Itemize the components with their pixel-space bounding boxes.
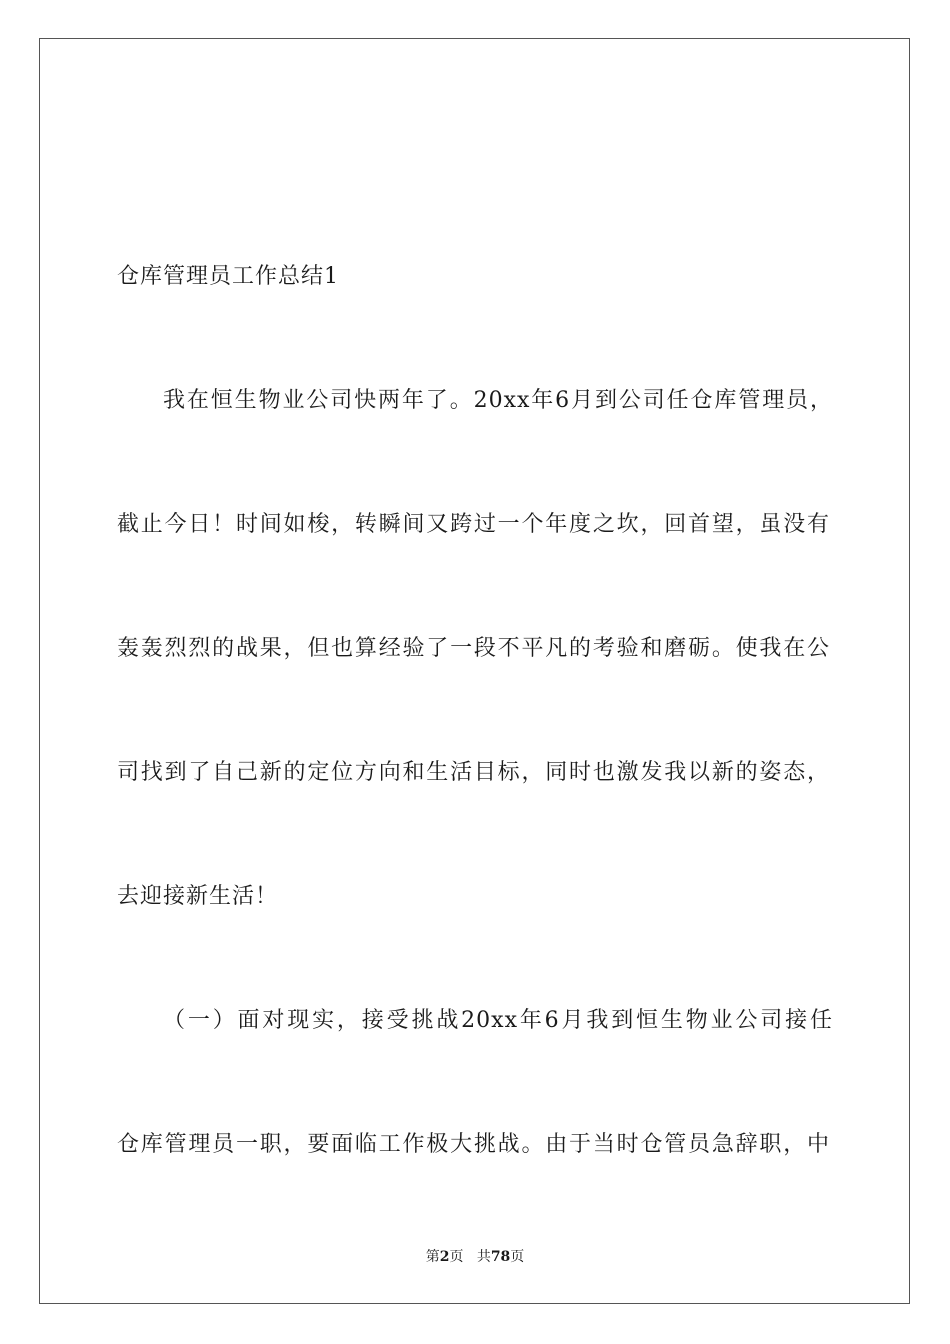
footer-page-total: 78 xyxy=(490,1249,511,1265)
paragraph-2-line-1: （一）面对现实，接受挑战20xx年6月我到恒生物业公司接任 xyxy=(163,1008,833,1033)
footer-total-prefix: 共 xyxy=(476,1249,491,1265)
document-title: 仓库管理员工作总结1 xyxy=(117,264,339,289)
page-border xyxy=(39,38,910,1304)
footer-total-suffix: 页 xyxy=(510,1249,525,1265)
paragraph-1-line-2: 截止今日！时间如梭，转瞬间又跨过一个年度之坎，回首望，虽没有 xyxy=(117,512,830,537)
paragraph-1-line-5: 去迎接新生活！ xyxy=(117,884,279,909)
footer-page-prefix: 第 xyxy=(425,1249,440,1265)
footer-page-current: 2 xyxy=(439,1249,450,1265)
footer-page-suffix: 页 xyxy=(449,1249,464,1265)
paragraph-1-line-4: 司找到了自己新的定位方向和生活目标，同时也激发我以新的姿态， xyxy=(117,760,830,785)
paragraph-1-line-1: 我在恒生物业公司快两年了。20xx年6月到公司任仓库管理员， xyxy=(163,388,833,413)
paragraph-2-line-2: 仓库管理员一职，要面临工作极大挑战。由于当时仓管员急辞职，中 xyxy=(117,1132,830,1157)
page-footer xyxy=(0,1248,950,1266)
paragraph-1-line-3: 轰轰烈烈的战果，但也算经验了一段不平凡的考验和磨砺。使我在公 xyxy=(117,636,830,661)
